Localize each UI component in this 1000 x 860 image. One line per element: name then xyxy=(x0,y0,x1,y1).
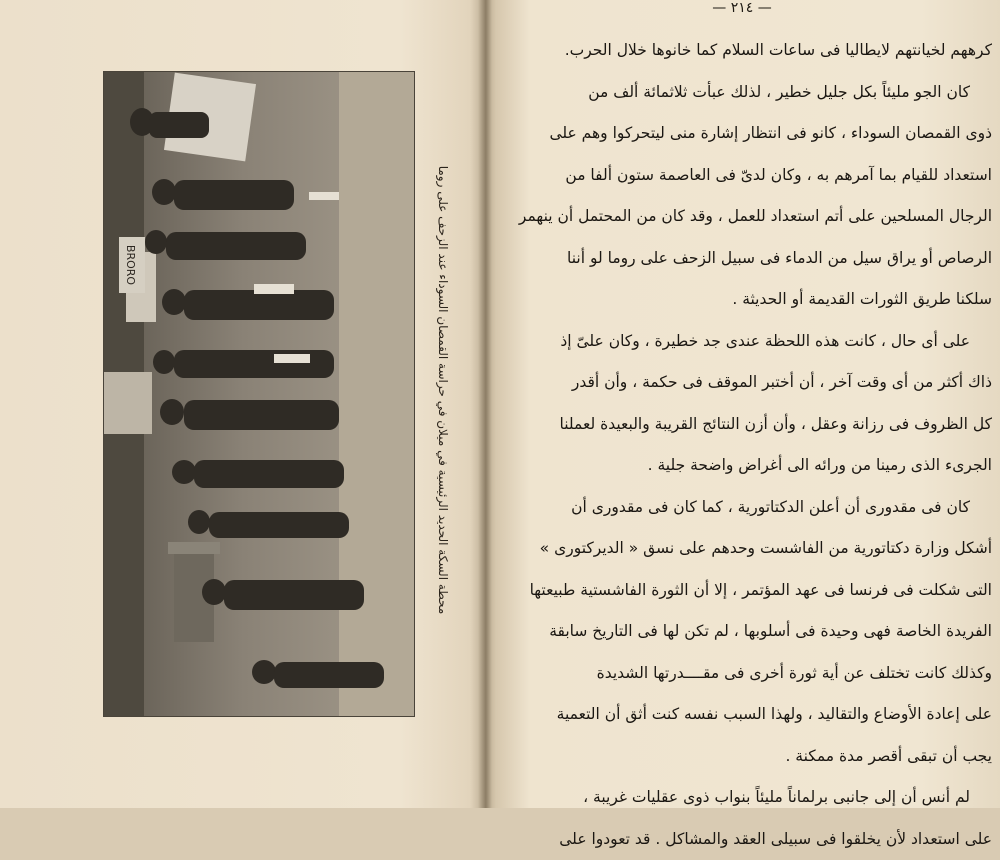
page-number: — ٢١٤ — xyxy=(662,0,822,16)
text-line: لم أنس أن إلى جانبى برلماناً مليئاً بنواب ذوى عقليات غريبة ، xyxy=(496,777,992,819)
text-line: الرصاص أو يراق سيل من الدماء فى سبيل الزحف على روما لو أننا xyxy=(496,238,992,280)
page-body-text xyxy=(496,30,992,860)
photo-caption-text: محطة السكة الحديد الرئيسية في ميلان في حراسة القمصان السوداء عند الزحف على روما xyxy=(436,166,450,615)
text-line: وكذلك كانت تختلف عن أية ثورة أخرى فى مقــــدرتها الشديدة xyxy=(496,653,992,695)
text-line: على إعادة الأوضاع والتقاليد ، ولهذا السبب نفسه كنت أثق أن التعمية xyxy=(496,694,992,736)
text-line: استعداد للقيام بما آمرهم به ، وكان لدىّ فى العاصمة ستون ألفا من xyxy=(496,155,992,197)
text-line: على أى حال ، كانت هذه اللحظة عندى جد خطيرة ، وكان علىّ إذ xyxy=(496,321,992,363)
text-line: ذوى القمصان السوداء ، كانو فى انتظار إشارة منى ليتحركوا وهم على xyxy=(496,113,992,155)
text-line: الفريدة الخاصة فهى وحيدة فى أسلوبها ، لم تكن لها فى التاريخ سابقة xyxy=(496,611,992,653)
text-line: كل الظروف فى رزانة وعقل ، وأن أزن النتائج القريبة والبعيدة لعملنا xyxy=(496,404,992,446)
text-line: يجب أن تبقى أقصر مدة ممكنة . xyxy=(496,736,992,778)
text-line: الرجال المسلحين على أتم استعداد للعمل ، وقد كان من المحتمل أن ينهمر xyxy=(496,196,992,238)
text-line: كرههم لخيانتهم لايطاليا فى ساعات السلام كما خانوها خلال الحرب. xyxy=(496,30,992,72)
left-page xyxy=(0,0,480,808)
text-line: كان فى مقدورى أن أعلن الدكتاتورية ، كما كان فى مقدورى أن xyxy=(496,487,992,529)
text-line: كان الجو مليئاً بكل جليل خطير ، لذلك عبأت ثلاثمائة ألف من xyxy=(496,72,992,114)
paragraph-2 xyxy=(496,72,992,321)
photo-caption xyxy=(432,60,454,720)
paragraph-3 xyxy=(496,321,992,487)
historical-photo xyxy=(104,72,414,716)
photo-illustration xyxy=(104,72,414,716)
paragraph-4 xyxy=(496,487,992,778)
right-page xyxy=(492,0,1000,808)
text-line: الجرىء الذى رمينا من ورائه الى أغراض واضحة جلية . xyxy=(496,445,992,487)
text-line: التى شكلت فى فرنسا فى عهد المؤتمر ، إلا أن الثورة الفاشستية طبيعتها xyxy=(496,570,992,612)
text-line: على استعداد لأن يخلقوا فى سبيلى العقد والمشاكل . قد تعودوا على xyxy=(496,819,992,860)
book-gutter xyxy=(478,0,492,808)
sign-text: BRORO xyxy=(124,245,137,285)
text-line: ذاك أكثر من أى وقت آخر ، أن أختبر الموقف فى حكمة ، وأن أقدر xyxy=(496,362,992,404)
paragraph-5 xyxy=(496,777,992,860)
text-line: أشكل وزارة دكتاتورية من الفاشست وحدهم على نسق « الديركتورى » xyxy=(496,528,992,570)
text-line: سلكنا طريق الثورات القديمة أو الحديثة . xyxy=(496,279,992,321)
paragraph-1 xyxy=(496,30,992,72)
